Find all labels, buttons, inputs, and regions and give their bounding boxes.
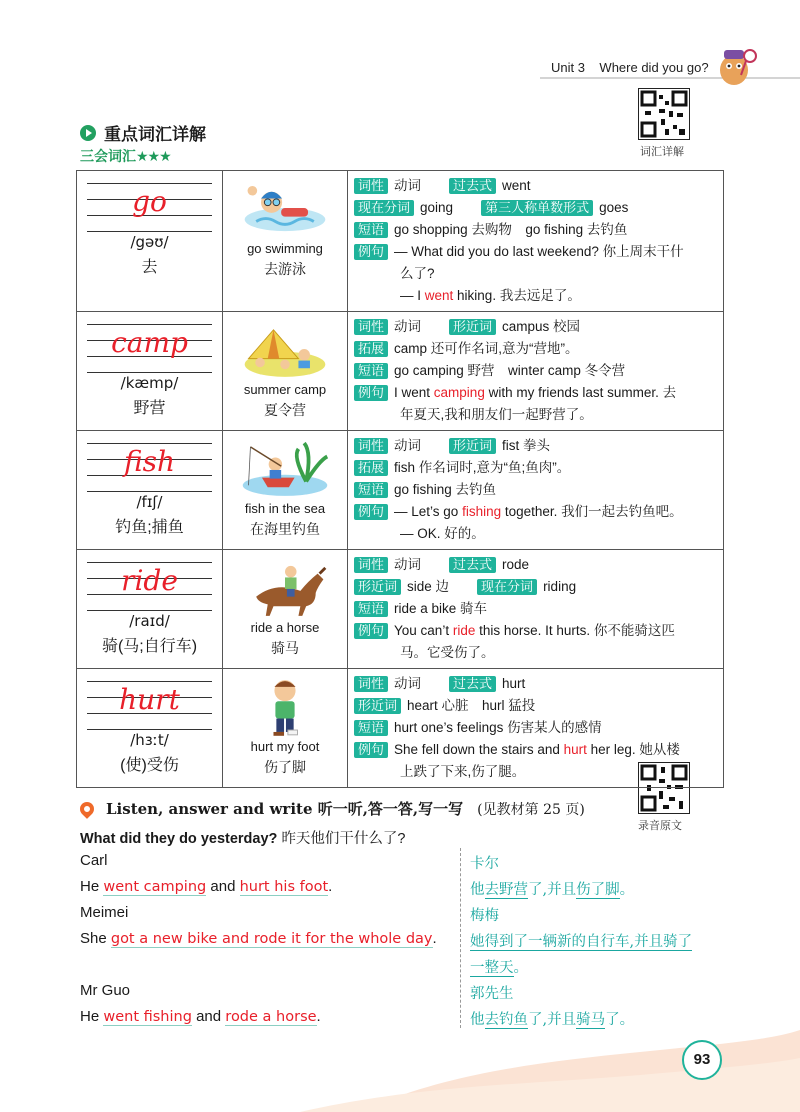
detail-text: go fishing 去钓鱼 xyxy=(394,482,497,497)
translation-fill: 伤了脚 xyxy=(576,882,620,898)
picture-caption-zh: 夏令营 xyxy=(264,402,306,418)
subtitle-text: 三会词汇 xyxy=(80,148,136,164)
label-tag: 词性 xyxy=(354,178,388,194)
detail-text: goes xyxy=(599,200,629,215)
vocab-word-cell xyxy=(77,171,223,312)
vocab-detail-line xyxy=(354,404,717,426)
vocab-word: go xyxy=(132,185,167,218)
translation-text: 了,并且 xyxy=(528,882,577,898)
vocab-meaning: 钓鱼;捕鱼 xyxy=(115,519,184,536)
example-text: together. 我们一起去钓鱼吧。 xyxy=(501,504,683,519)
translation-fill: 骑马 xyxy=(576,1012,606,1028)
example-text: hiking. 我去远足了。 xyxy=(453,288,581,303)
answer-text: She xyxy=(80,930,111,947)
detail-text: heart 心脏 hurl 猛投 xyxy=(407,698,536,713)
example-keyword: hurt xyxy=(563,742,587,757)
vocab-detail-line xyxy=(354,673,717,695)
label-tag: 词性 xyxy=(354,676,388,692)
label-tag: 词性 xyxy=(354,438,388,454)
vocab-word: hurt xyxy=(119,683,180,716)
answer-text: He xyxy=(80,878,104,895)
label-tag: 短语 xyxy=(354,601,388,617)
question-en: What did they do yesterday? xyxy=(80,831,278,847)
answer-fill[interactable]: hurt his foot xyxy=(239,879,329,895)
unit-label: Unit 3 xyxy=(551,60,585,75)
section-title xyxy=(80,120,206,145)
vocab-detail-line xyxy=(354,620,717,642)
translation-fill: 她得到了一辆新的自行车,并且骑了 xyxy=(470,934,693,950)
translation-line xyxy=(470,956,528,977)
label-tag: 例句 xyxy=(354,385,388,401)
translation-fill: 去野营 xyxy=(484,882,528,898)
detail-text: 动词 xyxy=(394,676,422,691)
answer-sentence xyxy=(80,878,332,895)
example-keyword: went xyxy=(424,288,454,303)
label-tag: 例句 xyxy=(354,623,388,639)
vocab-detail-line xyxy=(354,761,717,783)
picture-caption-en: hurt my foot xyxy=(250,739,320,754)
answer-text: and xyxy=(206,878,240,895)
example-text: 马。它受伤了。 xyxy=(400,645,495,660)
question-zh: 昨天他们干什么了? xyxy=(281,831,406,847)
translation-text: 了。 xyxy=(605,1012,635,1028)
picture-caption-zh: 伤了脚 xyxy=(264,759,306,775)
example-text: You can’t xyxy=(394,623,453,638)
example-text: — I xyxy=(400,288,425,303)
vocab-meaning: (使)受伤 xyxy=(120,757,179,774)
vocab-detail-line xyxy=(354,576,717,598)
vocab-detail-line xyxy=(354,360,717,382)
vocab-detail-cell xyxy=(348,431,724,550)
example-keyword: ride xyxy=(452,623,476,638)
label-tag: 过去式 xyxy=(449,557,496,573)
vocab-picture-cell xyxy=(223,171,348,312)
vocab-illustration-icon xyxy=(237,558,333,618)
example-text: with my friends last summer. 去 xyxy=(484,385,677,400)
label-tag: 短语 xyxy=(354,222,388,238)
example-text: — Let’s go xyxy=(394,504,463,519)
section-title-text: 重点词汇详解 xyxy=(104,125,206,144)
vocab-detail-line xyxy=(354,554,717,576)
translation-line xyxy=(470,930,692,951)
picture-caption-en: go swimming xyxy=(247,241,323,256)
label-tag: 拓展 xyxy=(354,341,388,357)
example-text: — OK. 好的。 xyxy=(400,526,485,541)
answer-text: . xyxy=(328,878,333,895)
vocab-detail-line xyxy=(354,739,717,761)
detail-text: went xyxy=(502,178,531,193)
vocab-word: fish xyxy=(123,445,176,478)
listen-question xyxy=(80,827,406,848)
label-tag: 第三人称单数形式 xyxy=(481,200,593,216)
answer-fill[interactable]: went fishing xyxy=(103,1009,192,1025)
label-tag: 词性 xyxy=(354,319,388,335)
vocab-detail-cell xyxy=(348,669,724,788)
example-text: her leg. 她从楼 xyxy=(586,742,680,757)
picture-caption-en: summer camp xyxy=(243,382,327,397)
vocab-row xyxy=(77,171,724,312)
label-tag: 短语 xyxy=(354,482,388,498)
vocab-meaning: 骑(马;自行车) xyxy=(101,638,198,655)
label-tag: 词性 xyxy=(354,557,388,573)
vocab-illustration-icon xyxy=(237,439,333,499)
detail-text: 动词 xyxy=(394,438,422,453)
vocab-word-cell xyxy=(77,550,223,669)
label-tag: 过去式 xyxy=(449,178,496,194)
example-text: I went xyxy=(394,385,434,400)
translation-text: 。 xyxy=(619,882,635,898)
detail-text: 动词 xyxy=(394,178,422,193)
vocab-detail-line xyxy=(354,219,717,241)
vocab-detail-line xyxy=(354,523,717,545)
vocab-qr-caption: 词汇详解 xyxy=(640,146,684,158)
speaker-name-zh: 卡尔 xyxy=(470,856,499,872)
detail-text: riding xyxy=(543,579,577,594)
translation-fill: 一整天 xyxy=(470,960,514,976)
vocab-picture-cell xyxy=(223,669,348,788)
label-tag: 拓展 xyxy=(354,460,388,476)
vocab-illustration-icon xyxy=(237,677,333,737)
translation-line xyxy=(470,1008,634,1029)
picture-caption-en: ride a horse xyxy=(250,620,320,635)
vocab-detail-cell xyxy=(348,550,724,669)
example-text: this horse. It hurts. 你不能骑这匹 xyxy=(475,623,675,638)
label-tag: 形近词 xyxy=(449,438,496,454)
star-rating: ★★★ xyxy=(136,148,171,164)
picture-caption-zh: 去游泳 xyxy=(264,261,306,277)
vocab-table xyxy=(76,170,724,788)
detail-text: rode xyxy=(502,557,530,572)
textbook-reference: (见教材第 25 页) xyxy=(477,801,585,818)
vocab-word-cell xyxy=(77,312,223,431)
vocab-detail-line xyxy=(354,241,717,263)
location-pin-icon xyxy=(77,799,97,819)
vocab-row xyxy=(77,312,724,431)
detail-text: go camping 野营 winter camp 冬令营 xyxy=(394,363,626,378)
answer-sentence xyxy=(80,930,437,947)
vocab-detail-line xyxy=(354,382,717,404)
page-number: 93 xyxy=(682,1040,722,1080)
answer-text: . xyxy=(432,930,437,947)
detail-text: 动词 xyxy=(394,319,422,334)
detail-text: fish 作名词时,意为“鱼;鱼肉”。 xyxy=(394,460,571,475)
answer-fill[interactable]: rode a horse xyxy=(225,1009,317,1025)
picture-caption-zh: 在海里钓鱼 xyxy=(250,521,320,537)
speaker-name: Meimei xyxy=(80,904,129,921)
example-text: 么了? xyxy=(400,266,435,281)
vocab-word: camp xyxy=(111,326,188,359)
vocab-detail-line xyxy=(354,501,717,523)
label-tag: 过去式 xyxy=(449,676,496,692)
label-tag: 例句 xyxy=(354,504,388,520)
vocab-detail-line xyxy=(354,175,717,197)
label-tag: 现在分词 xyxy=(477,579,537,595)
vocab-meaning: 去 xyxy=(141,259,158,276)
translation-text: 他 xyxy=(470,1012,485,1028)
play-icon xyxy=(80,125,96,141)
vocab-row xyxy=(77,550,724,669)
vocab-word-cell xyxy=(77,431,223,550)
vocab-phonetic: /fɪʃ/ xyxy=(136,493,163,511)
translation-text: 。 xyxy=(513,960,528,976)
answer-text: . xyxy=(316,1008,321,1025)
example-text: — What did you do last weekend? 你上周末干什 xyxy=(394,244,684,259)
vocab-detail-line xyxy=(354,457,717,479)
answer-text: He xyxy=(80,1008,104,1025)
label-tag: 例句 xyxy=(354,742,388,758)
vocab-detail-cell xyxy=(348,312,724,431)
mascot-icon xyxy=(712,42,760,90)
vocab-detail-line xyxy=(354,338,717,360)
vocab-row xyxy=(77,431,724,550)
vocab-detail-line xyxy=(354,263,717,285)
vocab-detail-line xyxy=(354,598,717,620)
translation-fill: 去钓鱼 xyxy=(484,1012,528,1028)
label-tag: 例句 xyxy=(354,244,388,260)
vocab-detail-line xyxy=(354,285,717,307)
example-keyword: fishing xyxy=(462,504,502,519)
translation-line xyxy=(470,878,634,899)
vocab-phonetic: /kæmp/ xyxy=(120,374,179,392)
unit-header xyxy=(551,60,709,75)
detail-text: fist 拳头 xyxy=(502,438,551,453)
label-tag: 形近词 xyxy=(354,698,401,714)
vocab-detail-line xyxy=(354,479,717,501)
vocab-phonetic: /hɜːt/ xyxy=(130,731,169,749)
detail-text: campus 校园 xyxy=(502,319,581,334)
detail-text: going xyxy=(420,200,454,215)
vocab-meaning: 野营 xyxy=(133,400,166,417)
speaker-name-zh: 梅梅 xyxy=(470,908,499,924)
unit-title: Where did you go? xyxy=(599,60,709,75)
speaker-name: Mr Guo xyxy=(80,982,131,999)
vocab-detail-line xyxy=(354,717,717,739)
speaker-name: Carl xyxy=(80,852,108,869)
detail-text: side 边 xyxy=(407,579,450,594)
example-keyword: camping xyxy=(433,385,485,400)
vocab-detail-line xyxy=(354,197,717,219)
answer-text: and xyxy=(191,1008,226,1025)
speaker-name-zh: 郭先生 xyxy=(470,986,514,1002)
example-text: She fell down the stairs and xyxy=(394,742,564,757)
label-tag: 现在分词 xyxy=(354,200,414,216)
vocab-picture-cell xyxy=(223,550,348,669)
detail-text: 动词 xyxy=(394,557,422,572)
listen-section-title xyxy=(80,798,585,819)
picture-caption-en: fish in the sea xyxy=(244,501,326,516)
vocab-qr-code[interactable] xyxy=(638,88,690,140)
section-subtitle xyxy=(80,146,171,166)
picture-caption-zh: 骑马 xyxy=(271,640,299,656)
label-tag: 短语 xyxy=(354,720,388,736)
vocab-detail-cell xyxy=(348,171,724,312)
audio-qr-caption: 录音原文 xyxy=(638,820,682,832)
answer-sentence xyxy=(80,1008,321,1025)
label-tag: 形近词 xyxy=(449,319,496,335)
vocab-row xyxy=(77,669,724,788)
vocab-illustration-icon xyxy=(237,179,333,239)
vocab-word: ride xyxy=(121,564,178,597)
detail-text: ride a bike 骑车 xyxy=(394,601,488,616)
listen-title: Listen, answer and write 听一听,答一答,写一写 xyxy=(106,800,464,818)
vocab-detail-line xyxy=(354,435,717,457)
label-tag: 短语 xyxy=(354,363,388,379)
vocab-illustration-icon xyxy=(237,320,333,380)
answer-fill[interactable]: got a new bike and rode it for the whole day xyxy=(110,931,433,947)
example-text: 上跌了下来,伤了腿。 xyxy=(400,764,526,779)
vocab-detail-line xyxy=(354,316,717,338)
detail-text: hurt xyxy=(502,676,526,691)
example-text: 年夏天,我和朋友们一起野营了。 xyxy=(400,407,593,422)
detail-text: camp 还可作名词,意为“营地”。 xyxy=(394,341,579,356)
vocab-phonetic: /raɪd/ xyxy=(129,612,170,630)
detail-text: hurt one’s feelings 伤害某人的感情 xyxy=(394,720,602,735)
detail-text: go shopping 去购物 go fishing 去钓鱼 xyxy=(394,222,628,237)
translation-text: 了,并且 xyxy=(528,1012,577,1028)
vocab-detail-line xyxy=(354,642,717,664)
vocab-phonetic: /gəʊ/ xyxy=(130,233,169,251)
vocab-detail-line xyxy=(354,695,717,717)
label-tag: 形近词 xyxy=(354,579,401,595)
answer-fill[interactable]: went camping xyxy=(103,879,207,895)
vocab-picture-cell xyxy=(223,312,348,431)
column-divider xyxy=(460,848,461,1028)
translation-text: 他 xyxy=(470,882,485,898)
vocab-word-cell xyxy=(77,669,223,788)
vocab-picture-cell xyxy=(223,431,348,550)
